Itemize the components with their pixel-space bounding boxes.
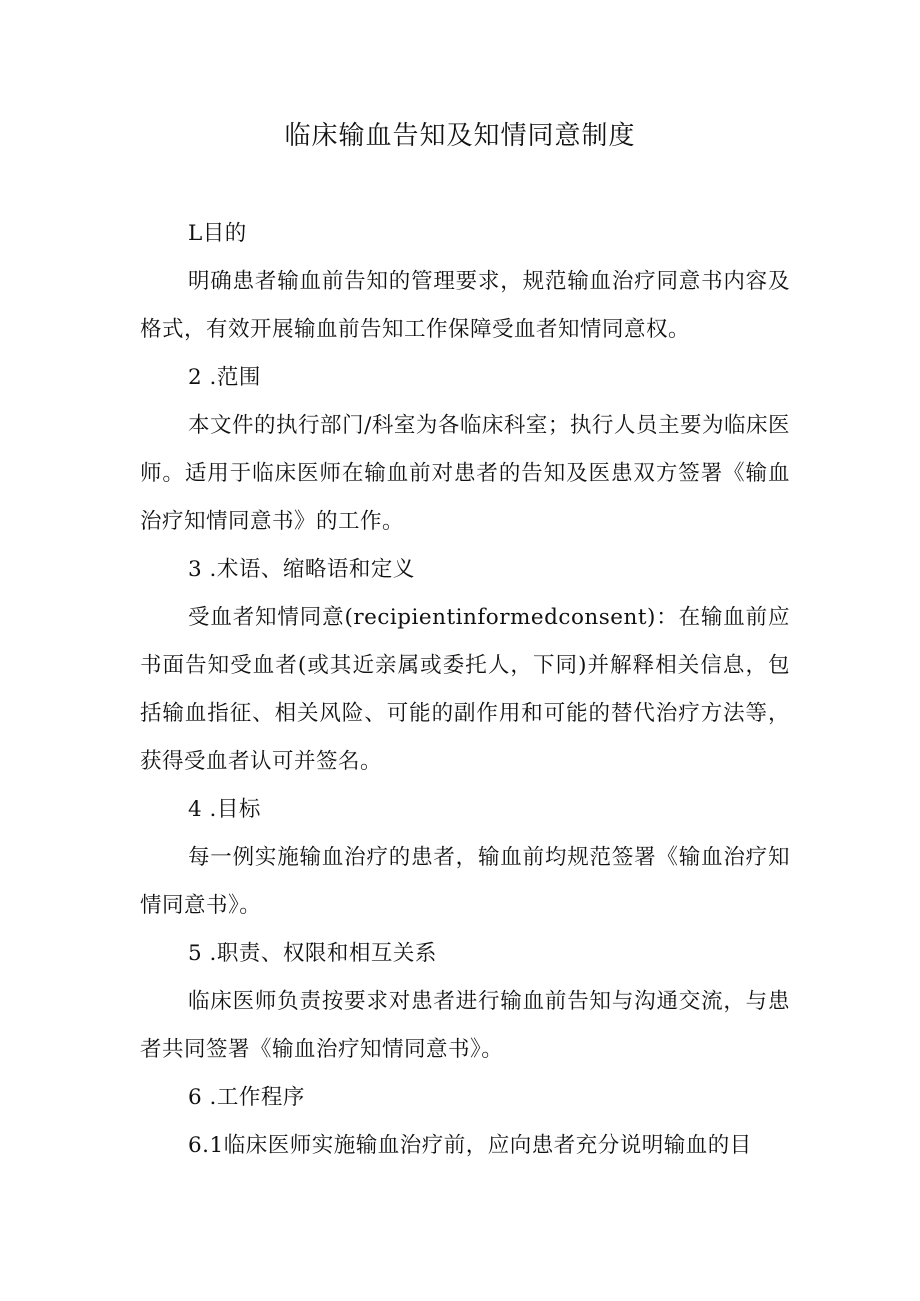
section-paragraph-goal: 每一例实施输血治疗的患者，输血前均规范签署《输血治疗知情同意书》。 [140, 845, 790, 918]
section-heading-procedure: 6 .工作程序 [188, 1085, 305, 1110]
section-heading-purpose: L目的 [188, 221, 247, 246]
section-heading-responsibilities: 5 .职责、权限和相互关系 [188, 941, 437, 966]
section-paragraph-procedure: 6.1临床医师实施输血治疗前，应向患者充分说明输血的目 [188, 1133, 752, 1158]
section-paragraph-purpose: 明确患者输血前告知的管理要求，规范输血治疗同意书内容及格式，有效开展输血前告知工作保障受血者知情同意权。 [140, 269, 790, 342]
document-body [140, 210, 790, 1170]
section-paragraph-scope: 本文件的执行部门/科室为各临床科室；执行人员主要为临床医师。适用于临床医师在输血前对患者的告知及医患双方签署《输血治疗知情同意书》的工作。 [140, 413, 790, 534]
section-paragraph-responsibilities: 临床医师负责按要求对患者进行输血前告知与沟通交流，与患者共同签署《输血治疗知情同意书》。 [140, 989, 790, 1062]
document-title: 临床输血告知及知情同意制度 [284, 121, 636, 151]
section-heading-goal: 4 .目标 [188, 797, 261, 822]
section-heading-scope: 2 .范围 [188, 365, 261, 390]
section-paragraph-terms: 受血者知情同意(recipientinformedconsent)：在输血前应书面告知受血者(或其近亲属或委托人，下同)并解释相关信息，包括输血指征、相关风险、可能的副作用和可能的替代治疗方法等，获得受血者认可并签名。 [140, 605, 790, 774]
section-heading-terms: 3 .术语、缩略语和定义 [188, 557, 415, 582]
